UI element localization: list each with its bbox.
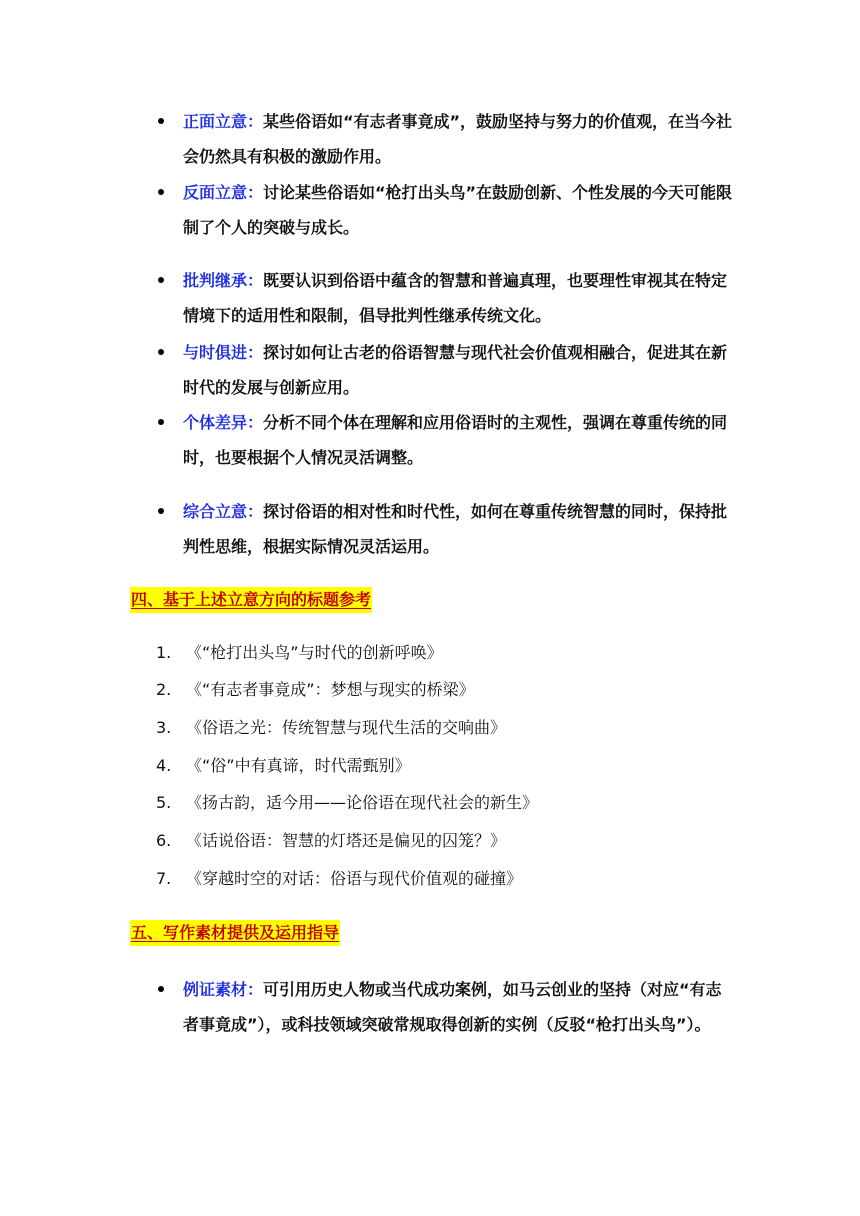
list-text: 《“有志者事竟成”：梦想与现实的桥梁》 [186,680,475,699]
bullet-term: 例证素材： [183,980,264,999]
list-number: 5. [156,793,172,812]
title-list-item [156,715,506,741]
bullet-dot-icon [158,419,164,425]
title-list-item [156,677,475,703]
list-text: 《“俗”中有真谛，时代需甄别》 [186,756,411,775]
bullet-text: 探讨如何让古老的俗语智慧与现代社会价值观相融合，促进其在新时代的发展与创新应用。 [183,343,728,397]
bullet-dot-icon [158,277,164,283]
bullet-term: 批判继承： [183,271,264,290]
bullet-item-individual-difference [183,405,735,475]
bullet-item-negative [183,175,735,245]
section-heading-title-references: 四、基于上述立意方向的标题参考 [130,587,372,613]
bullet-text: 某些俗语如“有志者事竟成”，鼓励坚持与努力的价值观，在当今社会仍然具有积极的激励作用。 [183,112,733,166]
list-number: 2. [156,680,172,699]
list-text: 《扬古韵，适今用——论俗语在现代社会的新生》 [186,793,539,812]
bullet-text: 讨论某些俗语如“枪打出头鸟”在鼓励创新、个性发展的今天可能限制了个人的突破与成长。 [183,183,733,237]
title-list-item [156,753,411,779]
bullet-term: 个体差异： [183,413,264,432]
bullet-term: 与时俱进： [183,343,264,362]
title-list-item [156,790,538,816]
bullet-dot-icon [158,118,164,124]
list-number: 1. [156,643,172,662]
bullet-dot-icon [158,508,164,514]
list-text: 《“枪打出头鸟”与时代的创新呼唤》 [186,643,443,662]
title-list-item [156,640,443,666]
bullet-item-positive [183,104,735,174]
bullet-item-comprehensive [183,494,735,564]
bullet-text: 可引用历史人物或当代成功案例，如马云创业的坚持（对应“有志者事竟成”），或科技领域突破常规取得创新的实例（反驳“枪打出头鸟”）。 [183,980,722,1034]
bullet-text: 探讨俗语的相对性和时代性，如何在尊重传统智慧的同时，保持批判性思维，根据实际情况灵活运用。 [183,502,728,556]
bullet-term: 综合立意： [183,502,264,521]
bullet-dot-icon [158,189,164,195]
bullet-term: 反面立意： [183,183,264,202]
bullet-dot-icon [158,986,164,992]
bullet-item-example-material [183,972,735,1042]
section-heading-writing-materials: 五、写作素材提供及运用指导 [130,920,340,946]
list-number: 7. [156,869,172,888]
list-text: 《穿越时空的对话：俗语与现代价值观的碰撞》 [186,869,523,888]
list-number: 6. [156,831,172,850]
bullet-text: 分析不同个体在理解和应用俗语时的主观性，强调在尊重传统的同时，也要根据个人情况灵活调整。 [183,413,728,467]
title-list-item [156,866,522,892]
bullet-term: 正面立意： [183,112,264,131]
list-text: 《话说俗语：智慧的灯塔还是偏见的囚笼？》 [186,831,507,850]
bullet-item-keep-pace [183,335,735,405]
bullet-item-critical-inheritance [183,263,735,333]
list-number: 3. [156,718,172,737]
bullet-dot-icon [158,349,164,355]
list-number: 4. [156,756,172,775]
bullet-text: 既要认识到俗语中蕴含的智慧和普遍真理，也要理性审视其在特定情境下的适用性和限制，倡导批判性继承传统文化。 [183,271,728,325]
list-text: 《俗语之光：传统智慧与现代生活的交响曲》 [186,718,507,737]
title-list-item [156,828,506,854]
